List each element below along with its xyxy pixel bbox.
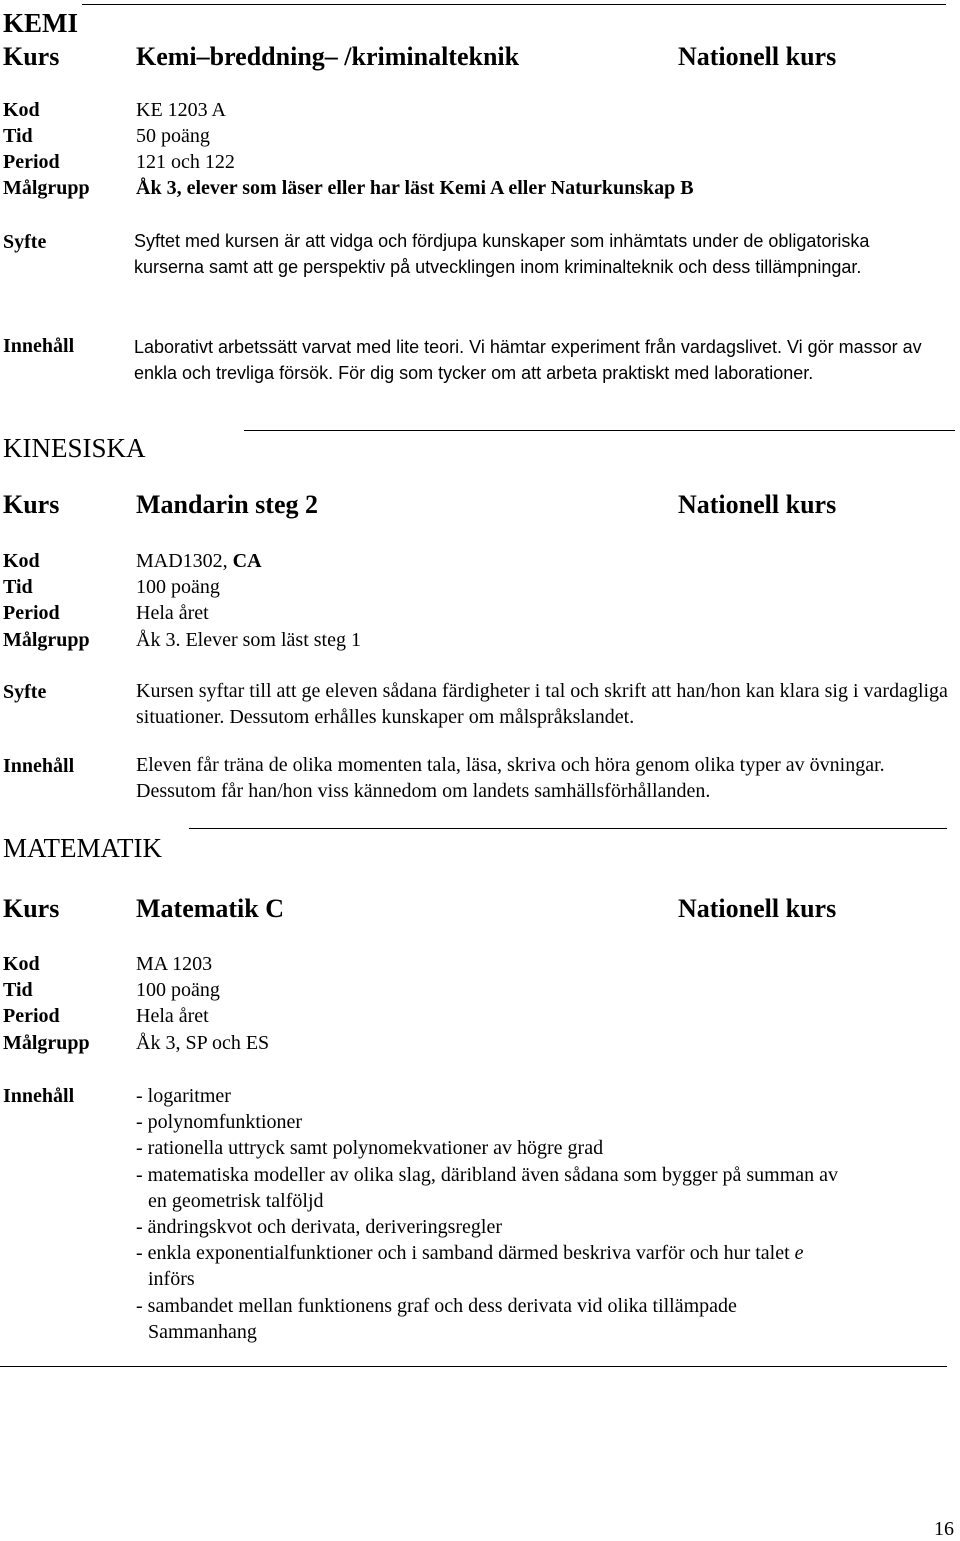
period-label: Period <box>3 602 60 624</box>
innehall-text: Laborativt arbetssätt varvat med lite teori. Vi hämtar experiment från vardagslivet. Vi gör massor av enkla och trevliga försök. För dig som tycker om att arbeta praktiskt med laborationer. <box>134 337 922 384</box>
malgrupp-value: Åk 3, SP och ES <box>136 1032 270 1054</box>
list-item-continuation: en geometrisk talföljd <box>148 1190 324 1212</box>
kurs-type: Nationell kurs <box>678 490 837 519</box>
innehall-label: Innehåll <box>3 755 75 777</box>
section-divider <box>244 430 955 431</box>
kod-value: KE 1203 A <box>136 99 226 121</box>
malgrupp-value: Åk 3. Elever som läst steg 1 <box>136 629 361 651</box>
malgrupp-label: Målgrupp <box>3 1032 90 1054</box>
period-label: Period <box>3 1005 60 1027</box>
tid-value: 100 poäng <box>136 979 220 1001</box>
kurs-type: Nationell kurs <box>678 894 837 923</box>
list-item: - logaritmer <box>136 1085 231 1107</box>
kurs-label: Kurs <box>3 490 60 519</box>
malgrupp-label: Målgrupp <box>3 177 90 199</box>
kod-suffix: CA <box>232 550 262 572</box>
list-item: - sambandet mellan funktionens graf och dess derivata vid olika tillämpade <box>136 1295 737 1317</box>
period-value: Hela året <box>136 602 209 624</box>
top-rule <box>82 4 946 5</box>
list-item: - matematiska modeller av olika slag, däribland även sådana som bygger på summan av <box>136 1164 839 1186</box>
kurs-label: Kurs <box>3 42 60 71</box>
malgrupp-label: Målgrupp <box>3 629 90 651</box>
list-item: - enkla exponentialfunktioner och i samband därmed beskriva varför och hur talet e <box>136 1242 804 1264</box>
section-heading-kinesiska: KINESISKA <box>3 433 146 463</box>
syfte-text: Syftet med kursen är att vidga och fördjupa kunskaper som inhämtats under de obligatoriska kurserna samt att ge perspektiv på utvecklingen inom kriminalteknik och dess tillämpningar. <box>134 231 870 278</box>
period-value: Hela året <box>136 1005 209 1027</box>
innehall-label: Innehåll <box>3 335 75 357</box>
innehall-text: Eleven får träna de olika momenten tala, läsa, skriva och höra genom olika typer av övningar. Dessutom får han/hon viss kännedom om landets samhällsförhållanden. <box>136 754 885 803</box>
variable-e: e <box>794 1242 804 1264</box>
section-heading-kemi: KEMI <box>3 8 79 38</box>
kod-value: MA 1203 <box>136 953 213 975</box>
section-divider <box>0 1366 947 1367</box>
kurs-name: Kemi–breddning– /kriminalteknik <box>136 42 520 71</box>
kod-label: Kod <box>3 953 40 975</box>
section-heading-matematik: MATEMATIK <box>3 833 162 863</box>
tid-label: Tid <box>3 979 33 1001</box>
page-number: 16 <box>934 1518 954 1540</box>
tid-value: 50 poäng <box>136 125 210 147</box>
list-item: - rationella uttryck samt polynomekvationer av högre grad <box>136 1137 604 1159</box>
kurs-label: Kurs <box>3 894 60 923</box>
syfte-label: Syfte <box>3 681 47 703</box>
kurs-name: Matematik C <box>136 894 285 923</box>
tid-label: Tid <box>3 125 33 147</box>
section-divider <box>189 828 947 829</box>
kod-value: MAD1302, CA <box>136 550 262 572</box>
innehall-label: Innehåll <box>3 1085 75 1107</box>
kurs-type: Nationell kurs <box>678 42 837 71</box>
kod-label: Kod <box>3 550 40 572</box>
list-item-continuation: Sammanhang <box>148 1321 257 1343</box>
tid-value: 100 poäng <box>136 576 220 598</box>
period-value: 121 och 122 <box>136 151 235 173</box>
tid-label: Tid <box>3 576 33 598</box>
period-label: Period <box>3 151 60 173</box>
kurs-name: Mandarin steg 2 <box>136 490 318 519</box>
syfte-text: Kursen syftar till att ge eleven sådana färdigheter i tal och skrift att han/hon kan klara sig i vardagliga situationer. Dessutom erhålles kunskaper om målspråkslandet. <box>136 680 948 729</box>
list-item: - ändringskvot och derivata, deriveringsregler <box>136 1216 502 1238</box>
list-item: - polynomfunktioner <box>136 1111 303 1133</box>
syfte-label: Syfte <box>3 231 47 253</box>
list-item-continuation: införs <box>148 1268 195 1290</box>
kod-label: Kod <box>3 99 40 121</box>
malgrupp-value: Åk 3, elever som läser eller har läst Kemi A eller Naturkunskap B <box>136 177 694 199</box>
